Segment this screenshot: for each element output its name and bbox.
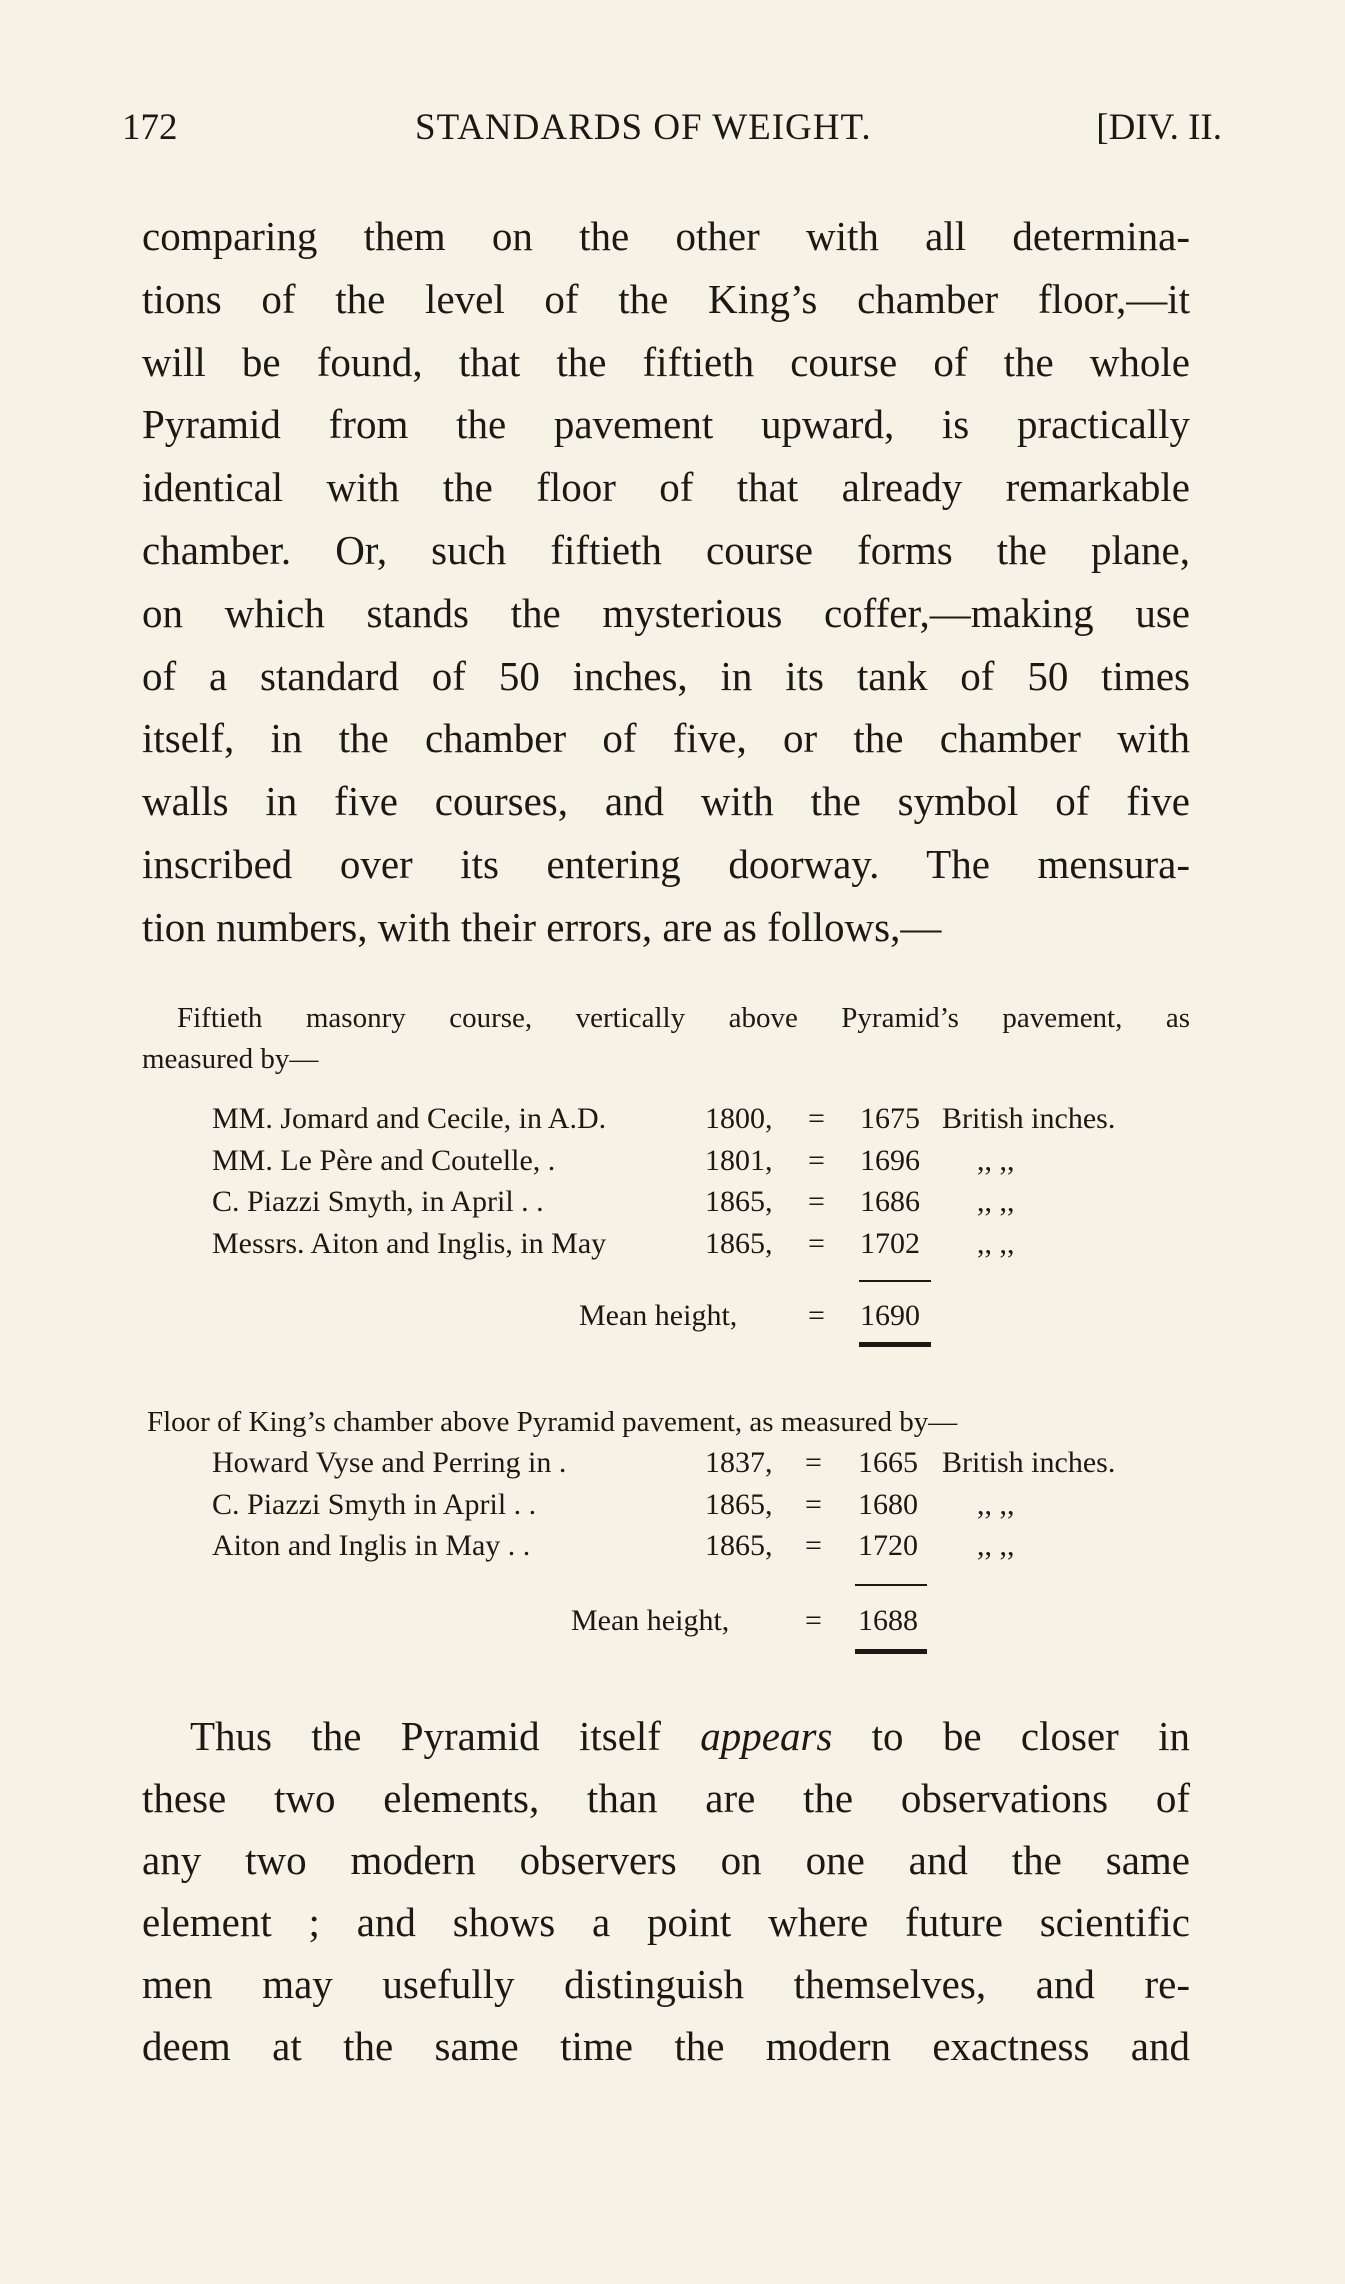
year: 1865, <box>705 1227 773 1260</box>
equals-sign: = <box>805 1604 822 1637</box>
text-line: itself, in the chamber of five, or the chamber with <box>142 715 1190 762</box>
year: 1801, <box>705 1144 773 1177</box>
text-line: walls in five courses, and with the symbol of five <box>142 778 1190 825</box>
division-marker: [DIV. II. <box>1096 107 1222 148</box>
year: 1800, <box>705 1102 773 1135</box>
mean-value: 1688 <box>858 1604 918 1637</box>
table-1-caption <box>142 998 1190 1080</box>
ditto-marks: ,, ,, <box>977 1227 1015 1260</box>
running-title: STANDARDS OF WEIGHT. <box>415 107 872 148</box>
observer-name: Aiton and Inglis in May . . <box>212 1529 531 1562</box>
text-line: tions of the level of the King’s chamber floor,—it <box>142 275 1190 322</box>
running-head <box>122 103 1222 153</box>
year: 1865, <box>705 1529 773 1562</box>
table-2-row <box>212 1485 1212 1525</box>
text-line <box>142 1705 1190 1767</box>
table-1-mean-row <box>212 1296 1212 1336</box>
table-2-mean-row <box>212 1601 1212 1641</box>
paragraph-1 <box>142 205 1190 959</box>
text-run: Thus the Pyramid itself <box>190 1713 701 1759</box>
table-2-row <box>212 1526 1212 1566</box>
caption-line: measured by— <box>142 1043 319 1075</box>
value: 1686 <box>860 1185 920 1218</box>
observer-name: Messrs. Aiton and Inglis, in May <box>212 1227 607 1260</box>
text-line: identical with the floor of that already remarkable <box>142 464 1190 511</box>
text-line: on which stands the mysterious coffer,—making use <box>142 589 1190 636</box>
unit: British inches. <box>942 1102 1116 1135</box>
caption-line: Fiftieth masonry course, vertically above Pyramid’s pavement, as <box>177 1002 1190 1034</box>
observer-name: C. Piazzi Smyth in April . . <box>212 1488 537 1521</box>
text-line: of a standard of 50 inches, in its tank of 50 times <box>142 652 1190 699</box>
double-rule <box>859 1342 931 1347</box>
text-line: inscribed over its entering doorway. The mensura- <box>142 840 1190 887</box>
year: 1865, <box>705 1185 773 1218</box>
value: 1680 <box>858 1488 918 1521</box>
observer-name: C. Piazzi Smyth, in April . . <box>212 1185 544 1218</box>
year: 1837, <box>705 1446 773 1479</box>
mean-value: 1690 <box>860 1299 920 1332</box>
ditto-marks: ,, ,, <box>977 1185 1015 1218</box>
text-line: element ; and shows a point where future scientific <box>142 1899 1190 1945</box>
table-1-row <box>212 1224 1212 1264</box>
table-1-row <box>212 1099 1212 1139</box>
equals-sign: = <box>808 1299 825 1332</box>
text-line: Pyramid from the pavement upward, is practically <box>142 401 1190 448</box>
equals-sign: = <box>808 1185 825 1218</box>
value: 1665 <box>858 1446 918 1479</box>
year: 1865, <box>705 1488 773 1521</box>
text-line: will be found, that the fiftieth course of the whole <box>142 338 1190 385</box>
table-2-caption <box>147 1402 1197 1443</box>
text-line: comparing them on the other with all determina- <box>142 213 1190 259</box>
equals-sign: = <box>808 1227 825 1260</box>
equals-sign: = <box>805 1529 822 1562</box>
equals-sign: = <box>805 1488 822 1521</box>
page-number: 172 <box>122 107 178 148</box>
sum-rule <box>859 1280 931 1282</box>
table-1-row <box>212 1141 1212 1181</box>
value: 1696 <box>860 1144 920 1177</box>
text-line: deem at the same time the modern exactness and <box>142 2023 1190 2069</box>
table-1-row <box>212 1182 1212 1222</box>
equals-sign: = <box>808 1144 825 1177</box>
text-run: to be closer in <box>832 1713 1190 1759</box>
observer-name: Howard Vyse and Perring in . <box>212 1446 567 1479</box>
mean-label: Mean height, <box>571 1604 730 1637</box>
ditto-marks: ,, ,, <box>977 1488 1015 1521</box>
ditto-marks: ,, ,, <box>977 1144 1015 1177</box>
value: 1675 <box>860 1102 920 1135</box>
value: 1720 <box>858 1529 918 1562</box>
equals-sign: = <box>808 1102 825 1135</box>
mean-label: Mean height, <box>579 1299 738 1332</box>
equals-sign: = <box>805 1446 822 1479</box>
emphasis-run: appears <box>700 1713 833 1759</box>
observer-name: MM. Jomard and Cecile, in A.D. <box>212 1102 607 1135</box>
sum-rule <box>855 1584 927 1586</box>
text-line: tion numbers, with their errors, are as follows,— <box>142 903 942 950</box>
paragraph-2 <box>142 1705 1190 2077</box>
text-line: men may usefully distinguish themselves, and re- <box>142 1961 1190 2007</box>
text-line: any two modern observers on one and the same <box>142 1837 1190 1883</box>
caption-line: Floor of King’s chamber above Pyramid pavement, as measured by— <box>147 1406 958 1438</box>
double-rule <box>855 1649 927 1654</box>
text-line: these two elements, than are the observations of <box>142 1775 1190 1821</box>
observer-name: MM. Le Père and Coutelle, . <box>212 1144 556 1177</box>
ditto-marks: ,, ,, <box>977 1529 1015 1562</box>
unit: British inches. <box>942 1446 1116 1479</box>
text-line: chamber. Or, such fiftieth course forms the plane, <box>142 526 1190 573</box>
value: 1702 <box>860 1227 920 1260</box>
table-2-row <box>212 1443 1212 1483</box>
